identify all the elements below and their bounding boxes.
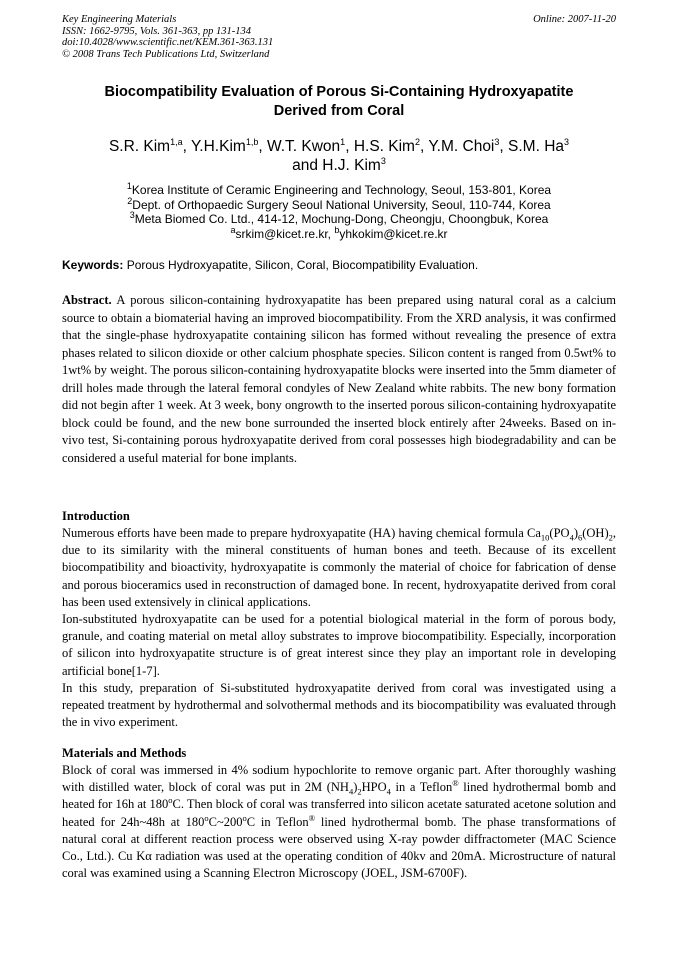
- author-line-1: S.R. Kim$^{1,a}$, Y.H.Kim$^{1,b}$, W.T. Kwon$^1$, H.S. Kim$^2$, Y.M. Choi$^3$, S.M. Ha$^3$: [108, 136, 570, 155]
- author-sup: 1: [340, 136, 346, 147]
- subscript: 2: [357, 786, 362, 797]
- paper-title: [62, 83, 616, 121]
- subscript: 6: [577, 532, 583, 543]
- author-sup: 1,a: [170, 136, 183, 147]
- keywords: [62, 258, 616, 273]
- author-name: H.S. Kim: [353, 138, 415, 155]
- subscript: 2: [608, 532, 613, 543]
- author-emails: [62, 224, 616, 242]
- journal-issn: ISSN: 1662-9795, Vols. 361-363, pp 131-134: [62, 25, 251, 37]
- section-heading: Materials and Methods: [62, 746, 187, 760]
- subscript: 4: [569, 532, 574, 543]
- affiliation-2: [62, 195, 616, 213]
- author-sup: 1,b: [245, 136, 259, 147]
- author-list: [62, 137, 616, 175]
- text-run: ): [573, 526, 578, 540]
- author-name: Y.H.Kim: [190, 138, 246, 155]
- superscript: ®: [308, 812, 316, 823]
- author-sup: 3: [494, 136, 500, 147]
- email-sup: a: [230, 224, 236, 235]
- journal-header: [62, 14, 616, 60]
- journal-name: Key Engineering Materials: [62, 14, 177, 25]
- journal-doi: doi:10.4028/www.scientific.net/KEM.361-363.131: [62, 37, 274, 48]
- section-heading: Introduction: [62, 509, 130, 523]
- text-run: lined hydrothermal bomb. The phase transformations of natural coral at different reaction process were observed using X-ray powder diffractometer (MAC Science Co., Ltd.). Cu Kα radiation was used at the operating condition of 40kv and 20mA. Microstructure of natural coral was examined using a Scanning Electron Microscopy (JOEL, JSM-6700F).: [62, 814, 617, 881]
- text-run: HPO: [361, 780, 387, 795]
- paragraph: [62, 762, 616, 882]
- subscript: 4: [348, 786, 354, 797]
- introduction-section: [62, 508, 616, 731]
- journal-copyright: © 2008 Trans Tech Publications Ltd, Switzerland: [62, 48, 270, 60]
- text-run: C. Then block of coral was transferred into silicon acetate saturated acetone solution and heated for 24h~48h at 180: [62, 797, 617, 829]
- paragraph: [62, 525, 616, 611]
- affiliation-sup: 2: [127, 195, 133, 206]
- superscript: o: [204, 812, 209, 823]
- subscript: 10: [540, 532, 550, 543]
- online-date: Online: 2007-11-20: [533, 14, 616, 25]
- affiliation-text: Dept. of Orthopaedic Surgery Seoul National University, Seoul, 110-744, Korea: [132, 197, 551, 212]
- author-sup: 2: [414, 136, 420, 147]
- text-run: Numerous efforts have been made to prepare hydroxyapatite (HA) having chemical formula Ca: [62, 526, 541, 540]
- author-sup: 3: [380, 155, 386, 166]
- email-link[interactable]: yhkokim@kicet.re.kr: [339, 226, 448, 241]
- methods-section: [62, 745, 616, 882]
- affiliations: [62, 183, 616, 241]
- text-run: in a Teflon: [390, 780, 453, 795]
- author-name: S.M. Ha: [508, 138, 565, 155]
- author-name: S.R. Kim: [108, 138, 171, 155]
- title-line-2: Derived from Coral: [273, 103, 405, 119]
- author-line-2: [62, 156, 616, 175]
- affiliation-sup: 1: [126, 181, 132, 191]
- text-run: lined hydrothermal bomb and heated for 16h at 180: [62, 780, 617, 812]
- text-run: C in Teflon: [246, 814, 309, 829]
- email-sup: b: [334, 224, 340, 235]
- keywords-text: Porous Hydroxyapatite, Silicon, Coral, Biocompatibility Evaluation.: [123, 258, 479, 272]
- email-link[interactable]: srkim@kicet.re.kr,: [235, 226, 335, 241]
- text-run: (OH): [582, 526, 609, 540]
- abstract: [62, 292, 616, 467]
- text-run: Block of coral was immersed in 4% sodium hypochlorite to remove organic part. After thoroughly washing with distilled water, block of coral was put in 2M (NH: [62, 763, 616, 795]
- title-line-1: Biocompatibility Evaluation of Porous Si-Containing Hydroxyapatite: [104, 84, 574, 100]
- abstract-label: Abstract.: [62, 293, 112, 307]
- author-sup: 3: [564, 136, 570, 147]
- superscript: ®: [452, 778, 459, 789]
- affiliation-sup: 3: [129, 210, 135, 220]
- abstract-text: A porous silicon-containing hydroxyapatite has been prepared using natural coral as a calcium source to obtain a biomaterial having an improved biocompatibility. From the XRD analysis, it was confirmed that the single-phase hydroxyapatite containing silicon has formed without revealing the presence of extra phases related to silicon dioxide or other calcium phosphate species. Silicon content is ranged from 0.5wt% to 1wt% by weight. The porous silicon-containing hydroxyapatite blocks were inserted into the 5mm diameter of drill holes made through the lateral femoral condyles of New Zealand white rabbits. The new bony formation did not begin after 1 week. At 3 week, bony ongrowth to the inserted porous silicon-containing hydroxyapatite block could be found, and the new bone surrounded the inserted block entirely after 24weeks. Based on in-vivo test, Si-containing porous hydroxyapatite derived from coral possesses high biodegradability and can be considered a useful material for bone implants.: [62, 293, 616, 465]
- superscript: o: [168, 795, 173, 806]
- affiliation-1: [62, 183, 616, 198]
- text-run: (PO: [549, 526, 570, 540]
- text-run: ): [353, 780, 358, 795]
- superscript: o: [242, 812, 247, 823]
- affiliation-text: Meta Biomed Co. Ltd., 414-12, Mochung-Dong, Cheongju, Choongbuk, Korea: [134, 212, 549, 226]
- paragraph: Ion-substituted hydroxyapatite can be used for a potential biological material in the form of porous body, granule, and coating material on metal alloy substrates to improve biocompatibility. Especially, incorporation of silicon into hydroxyapatite structure is of great interest since they play an important role in developing artificial bone[1-7].: [62, 612, 616, 678]
- author-name: Y.M. Choi: [428, 138, 495, 155]
- affiliation-text: Korea Institute of Ceramic Engineering and Technology, Seoul, 153-801, Korea: [131, 183, 552, 197]
- text-run: , due to its similarity with the mineral constituents of human bones and teeth. Because of its excellent biocompatibility and bioactivity, hydroxyapatite is commonly the material of choice for fabrication of dense and porous bioceramics used in reconstruction of damaged bone. In recent, hydroxyapatite derived from coral has been used extensively in clinical applications.: [62, 526, 616, 609]
- keywords-label: Keywords:: [62, 258, 124, 272]
- paragraph: In this study, preparation of Si-substituted hydroxyapatite derived from coral was investigated using a repeated treatment by hydrothermal and solvothermal methods and its biocompatibility was evaluated through the in vivo experiment.: [62, 680, 616, 730]
- subscript: 4: [386, 786, 391, 797]
- author-name: W.T. Kwon: [266, 138, 341, 155]
- author-name: and H.J. Kim: [292, 157, 381, 174]
- text-run: C~200: [208, 814, 243, 829]
